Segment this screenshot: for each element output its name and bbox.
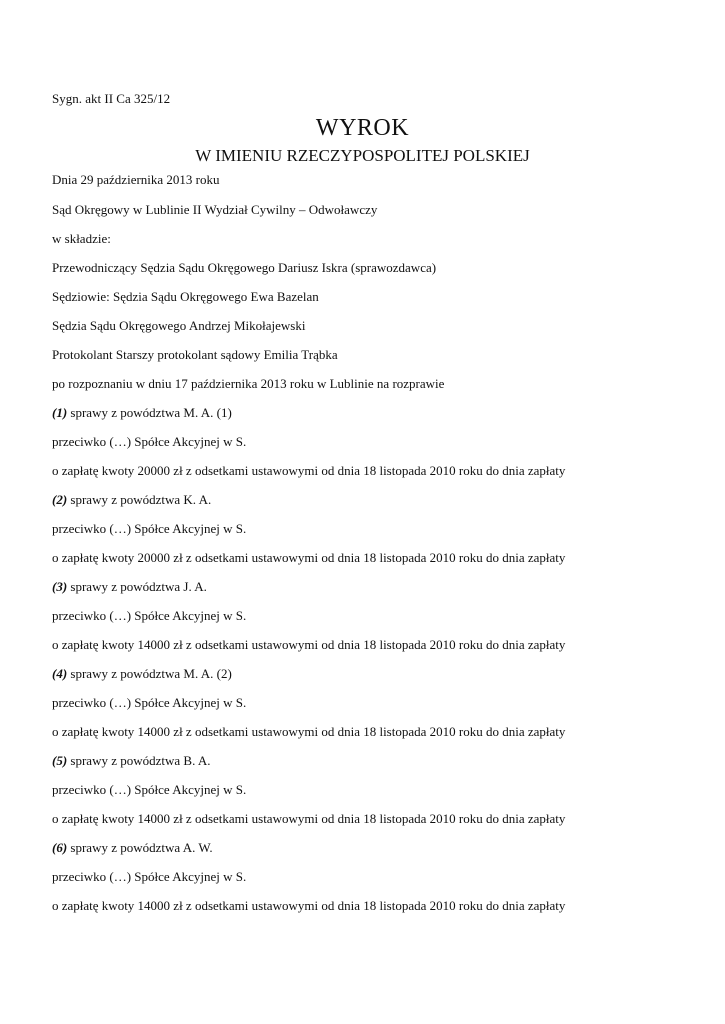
case-claim: o zapłatę kwoty 14000 zł z odsetkami ustawowymi od dnia 18 listopada 2010 roku do dnia zapłaty (52, 724, 566, 739)
judgment-subtitle: W IMIENIU RZECZYPOSPOLITEJ POLSKIEJ (195, 146, 530, 165)
hearing-line: po rozpoznaniu w dniu 17 października 2013 roku w Lublinie na rozprawie (52, 376, 445, 391)
case-plaintiff-line (52, 579, 207, 595)
case-defendant: przeciwko (…) Spółce Akcyjnej w S. (52, 869, 247, 884)
case-defendant: przeciwko (…) Spółce Akcyjnej w S. (52, 521, 247, 536)
case-plaintiff: sprawy z powództwa K. A. (67, 492, 212, 507)
case-plaintiff: sprawy z powództwa M. A. (1) (67, 405, 232, 420)
case-defendant: przeciwko (…) Spółce Akcyjnej w S. (52, 695, 247, 710)
court-name: Sąd Okręgowy w Lublinie II Wydział Cywilny – Odwoławczy (52, 202, 378, 217)
case-number: (1) (52, 405, 68, 420)
judge-line: Sędzia Sądu Okręgowego Andrzej Mikołajewski (52, 318, 306, 333)
case-number: (6) (52, 840, 68, 855)
case-claim: o zapłatę kwoty 20000 zł z odsetkami ustawowymi od dnia 18 listopada 2010 roku do dnia zapłaty (52, 463, 566, 478)
case-plaintiff-line (52, 753, 211, 769)
judges-line: Sędziowie: Sędzia Sądu Okręgowego Ewa Bazelan (52, 289, 319, 304)
case-plaintiff-line (52, 492, 211, 508)
case-plaintiff-line (52, 405, 232, 421)
case-plaintiff: sprawy z powództwa M. A. (2) (67, 666, 232, 681)
clerk-line: Protokolant Starszy protokolant sądowy Emilia Trąbka (52, 347, 338, 362)
case-plaintiff: sprawy z powództwa A. W. (67, 840, 213, 855)
case-number: (5) (52, 753, 68, 768)
case-plaintiff: sprawy z powództwa B. A. (67, 753, 211, 768)
case-plaintiff-line (52, 840, 213, 856)
case-claim: o zapłatę kwoty 20000 zł z odsetkami ustawowymi od dnia 18 listopada 2010 roku do dnia zapłaty (52, 550, 566, 565)
case-plaintiff: sprawy z powództwa J. A. (67, 579, 207, 594)
case-defendant: przeciwko (…) Spółce Akcyjnej w S. (52, 434, 247, 449)
composition-label: w składzie: (52, 231, 111, 246)
case-plaintiff-line (52, 666, 232, 682)
case-number: (4) (52, 666, 68, 681)
case-claim: o zapłatę kwoty 14000 zł z odsetkami ustawowymi od dnia 18 listopada 2010 roku do dnia zapłaty (52, 637, 566, 652)
case-defendant: przeciwko (…) Spółce Akcyjnej w S. (52, 782, 247, 797)
case-number: (3) (52, 579, 68, 594)
case-signature: Sygn. akt II Ca 325/12 (52, 91, 171, 106)
presiding-judge: Przewodniczący Sędzia Sądu Okręgowego Dariusz Iskra (sprawozdawca) (52, 260, 437, 275)
case-claim: o zapłatę kwoty 14000 zł z odsetkami ustawowymi od dnia 18 listopada 2010 roku do dnia zapłaty (52, 898, 566, 913)
judgment-date: Dnia 29 października 2013 roku (52, 172, 220, 187)
case-number: (2) (52, 492, 68, 507)
case-claim: o zapłatę kwoty 14000 zł z odsetkami ustawowymi od dnia 18 listopada 2010 roku do dnia zapłaty (52, 811, 566, 826)
case-defendant: przeciwko (…) Spółce Akcyjnej w S. (52, 608, 247, 623)
judgment-title: WYROK (315, 115, 410, 141)
